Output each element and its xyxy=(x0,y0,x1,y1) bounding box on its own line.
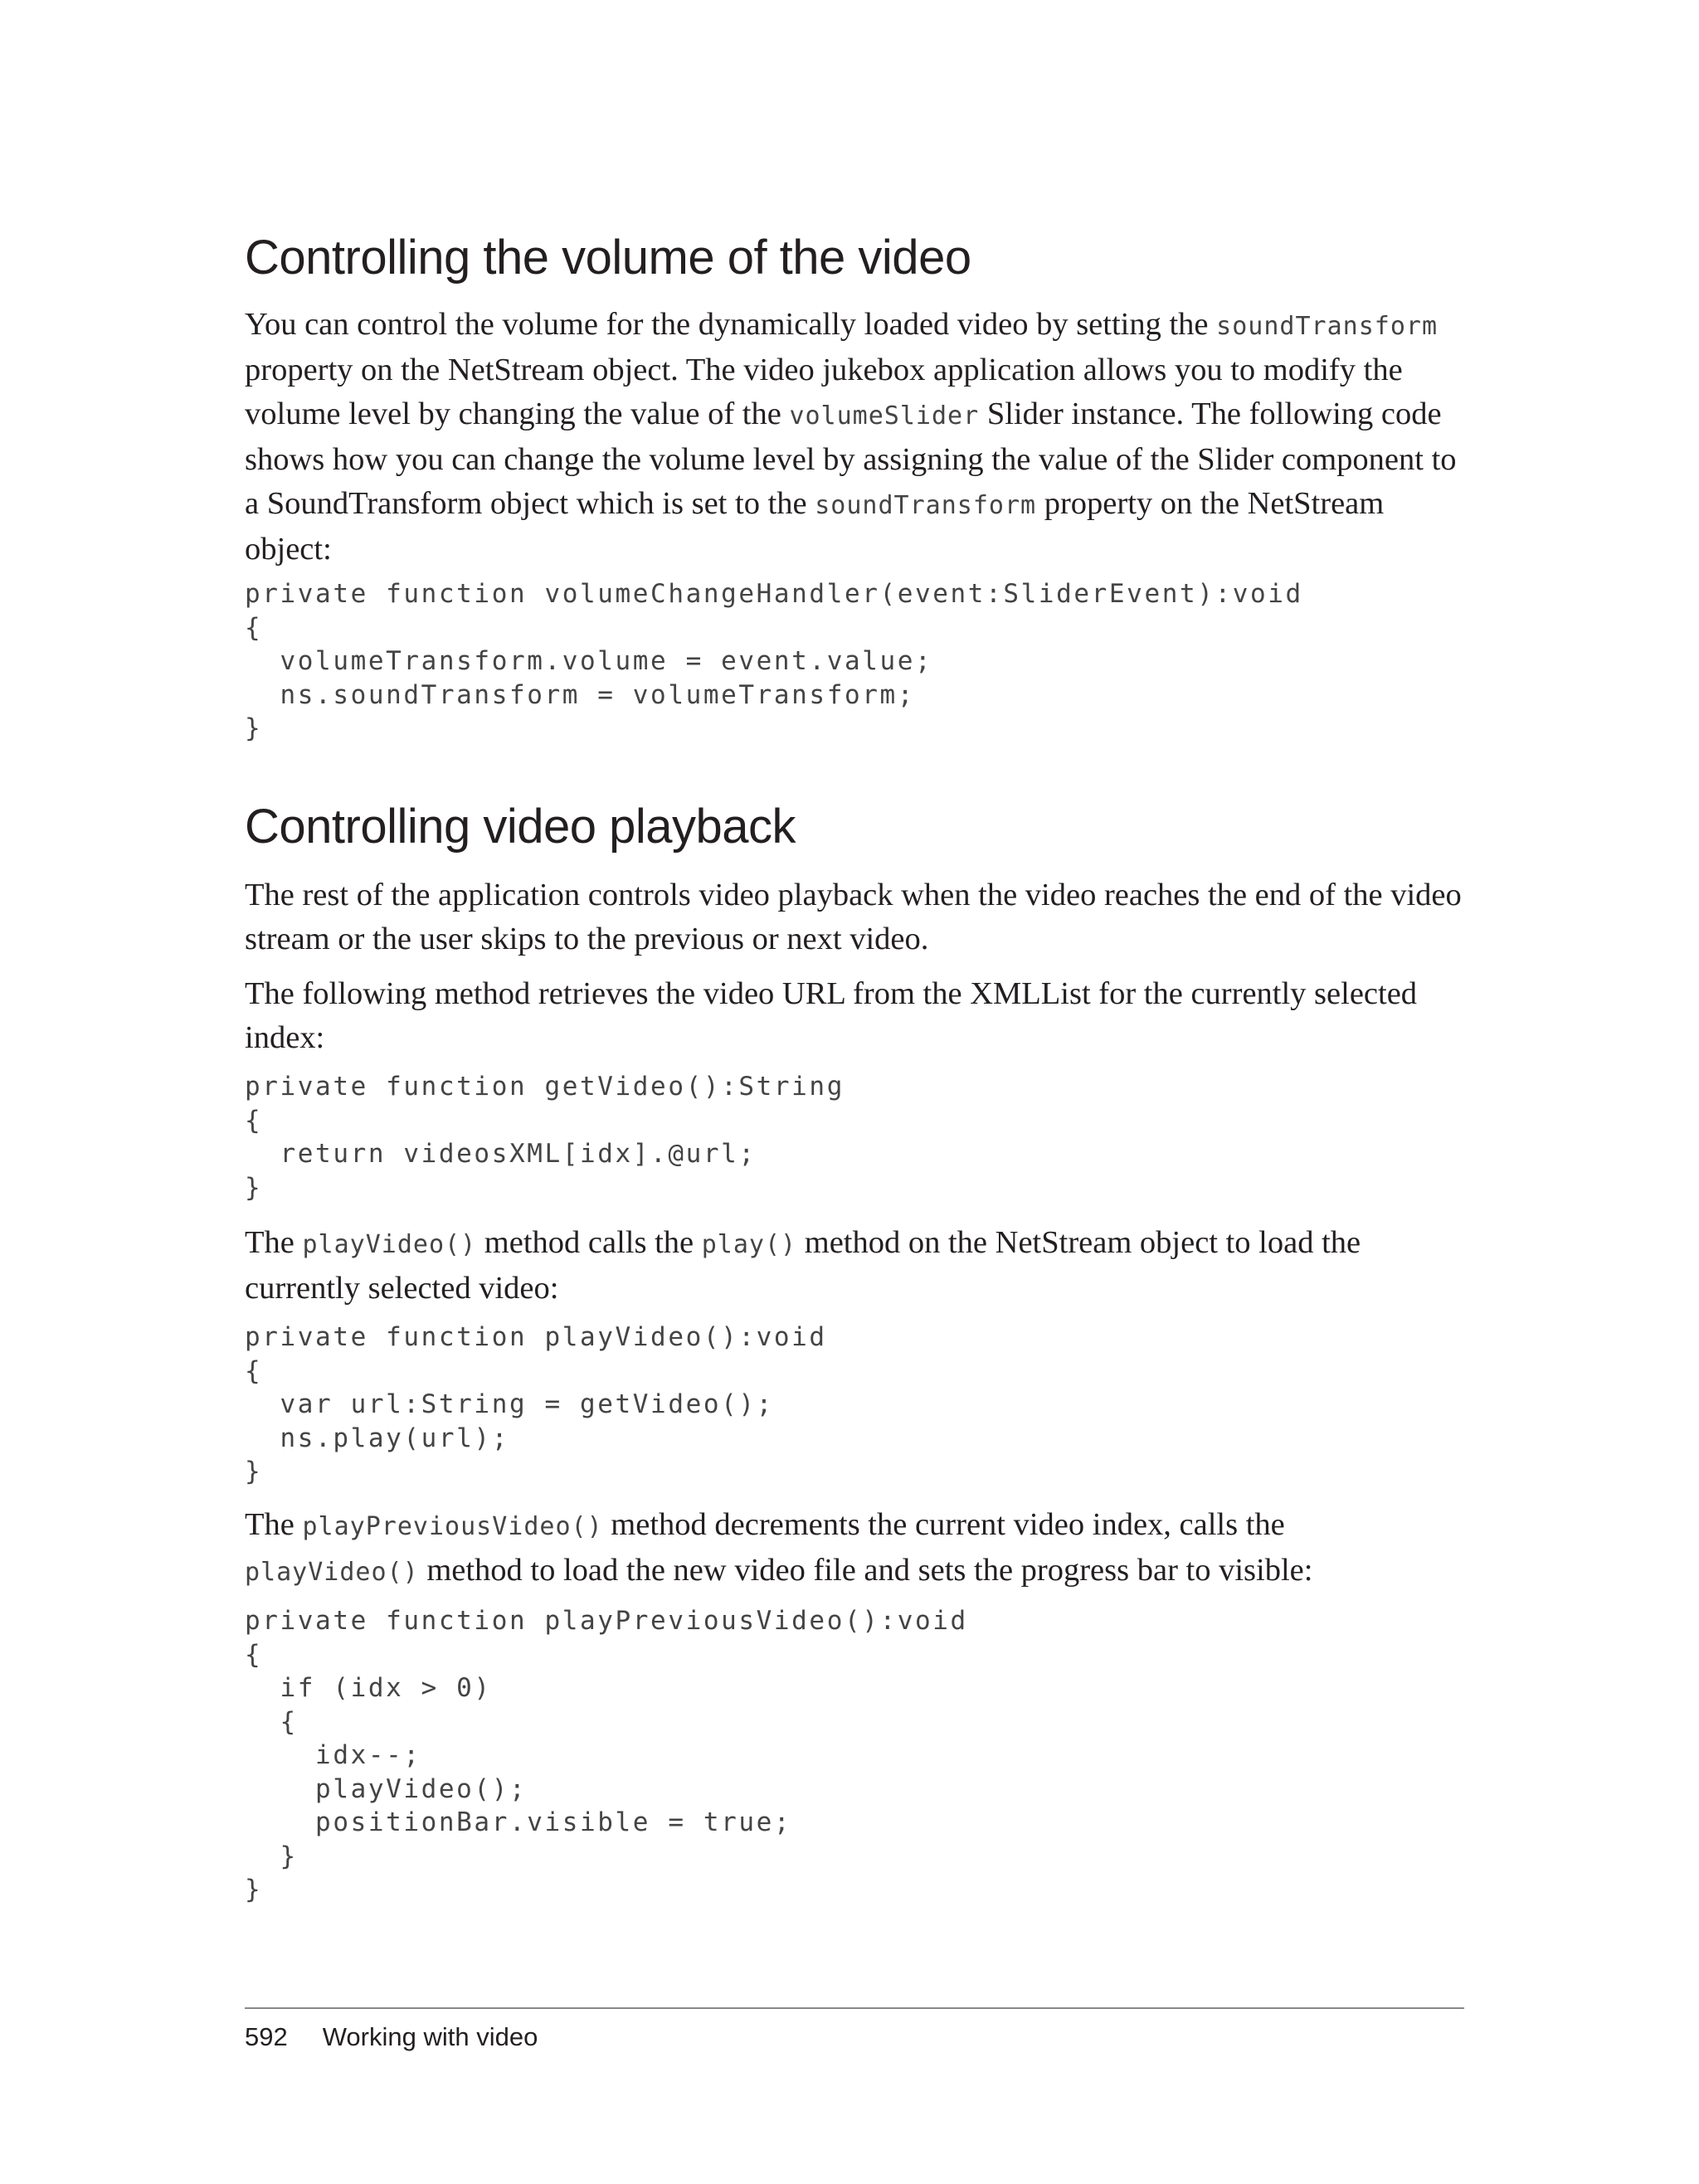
section-heading-playback: Controlling video playback xyxy=(245,800,796,854)
paragraph-volume-intro: You can control the volume for the dynamically loaded video by setting the soundTransform property on the NetStream object. The video jukebox application allows you to modify the volume level by changing the value of the volumeSlider Slider instance. The following code shows how you can change the volume level by assigning the value of the Slider component to a SoundTransform object which is set to the soundTransform property on the NetStream object: xyxy=(245,307,1457,567)
code-block-play-video: private function playVideo():void { var url:String = getVideo(); ns.play(url); } xyxy=(245,1322,827,1486)
inline-code: playVideo() xyxy=(245,1558,419,1587)
inline-code: soundTransform xyxy=(815,491,1037,520)
footer-divider xyxy=(245,2007,1464,2009)
paragraph-play-video-intro: The playVideo() method calls the play() method on the NetStream object to load the currently selected video: xyxy=(245,1225,1361,1306)
inline-code: volumeSlider xyxy=(789,401,980,430)
chapter-title: Working with video xyxy=(322,2022,538,2051)
code-block-play-previous: private function playPreviousVideo():void { if (idx > 0) { idx--; playVideo(); positionBar.visible = true; } } xyxy=(245,1606,968,1904)
code-block-volume-handler: private function volumeChangeHandler(event:SliderEvent):void { volumeTransform.volume = event.value; ns.soundTransform = volumeTransform; } xyxy=(245,579,1303,743)
inline-code: playVideo() xyxy=(302,1230,477,1259)
inline-code: soundTransform xyxy=(1216,312,1439,341)
page-number: 592 xyxy=(245,2022,288,2051)
inline-code: playPreviousVideo() xyxy=(302,1512,603,1541)
code-block-get-video: private function getVideo():String { return videosXML[idx].@url; } xyxy=(245,1072,845,1203)
page-footer xyxy=(245,2022,538,2052)
paragraph-get-video-intro: The following method retrieves the video URL from the XMLList for the currently selected index: xyxy=(245,976,1418,1055)
paragraph-playback-intro: The rest of the application controls video playback when the video reaches the end of the video stream or the user skips to the previous or next video. xyxy=(245,878,1462,956)
section-heading-volume: Controlling the volume of the video xyxy=(245,231,971,285)
inline-code: play() xyxy=(701,1230,797,1259)
paragraph-play-previous-intro: The playPreviousVideo() method decrements the current video index, calls the playVideo() method to load the new video file and sets the progress bar to visible: xyxy=(245,1507,1313,1588)
document-page xyxy=(245,0,1464,2184)
